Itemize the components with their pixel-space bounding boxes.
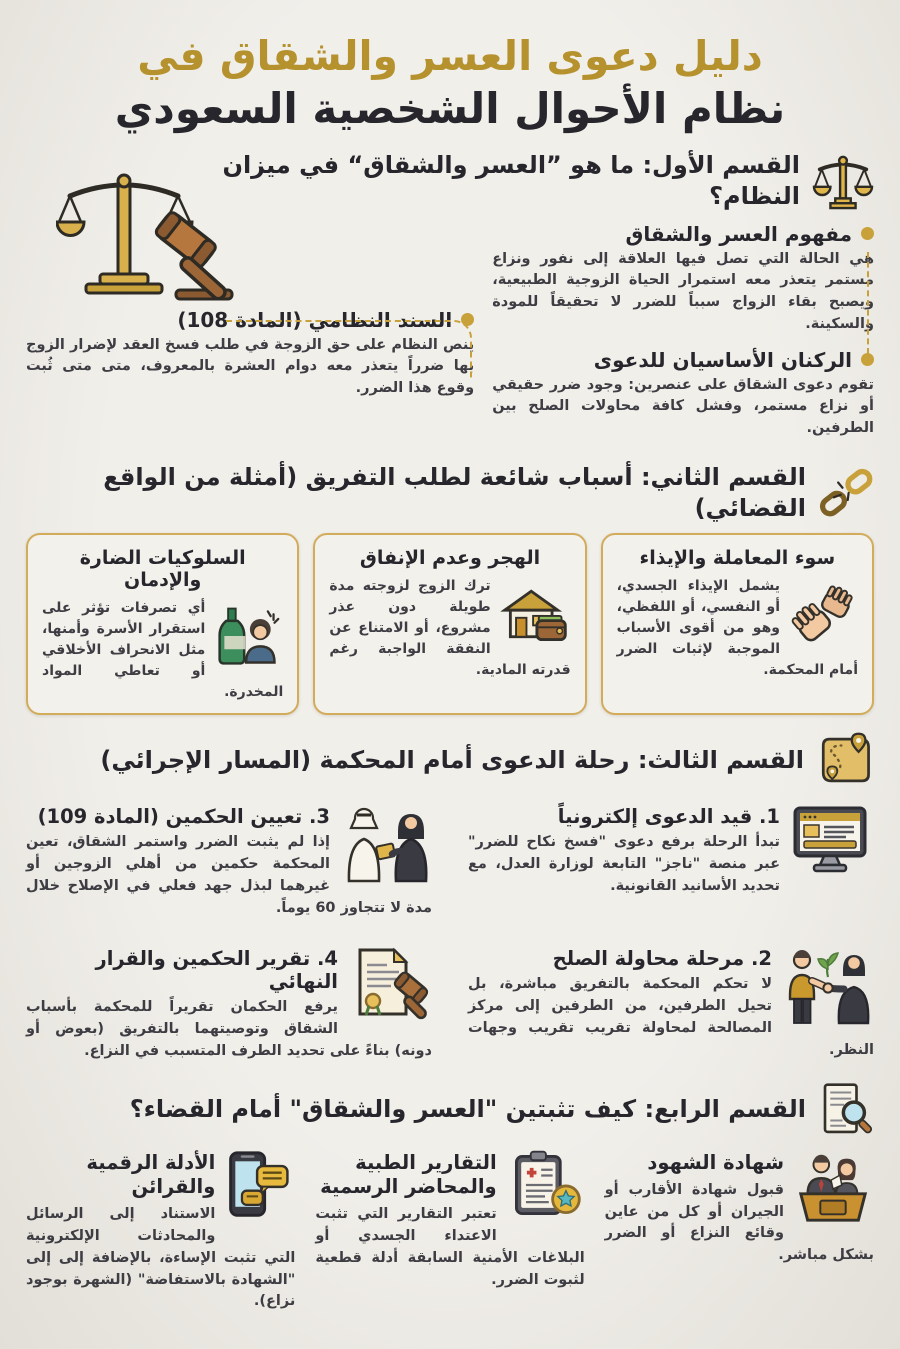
card-title: السلوكيات الضارة والإدمان [79,547,246,592]
cause-cards [26,533,874,715]
item-text: هي الحالة التي تصل فيها العلاقة إلى نفور ونزاع مستمر يتعذر معه استمرار الحياة الزوجية الطبيعية، ويصبح بقاء الزواج سبباً للضرر لا تحقيقاً للمودة والسكينة. [492,250,874,332]
step-title: 4. تقرير الحكمين والقرار النهائي [95,947,338,994]
step-text: تبدأ الرحلة برفع دعوى "فسخ نكاح للضرر" عبر منصة "ناجز" التابعة لوزارة العدل، مع تحديد الأسانيد القانونية. [468,834,780,894]
section-court-journey [26,731,874,1062]
evidence-title: الأدلة الرقمية والقرائن [86,1150,216,1198]
pillars-item [492,348,874,440]
gold-bullet [861,227,874,240]
item-title: السند النظامي (المادة 108) [177,307,453,332]
section2-heading: القسم الثاني: أسباب شائعة لطلب التفريق (أمثلة من الواقع القضائي) [103,462,806,522]
phone-chat-icon [223,1149,295,1225]
evidence-title: التقارير الطبية والمحاضر الرسمية [320,1150,497,1198]
step-final-report [26,945,432,1062]
evidence-witnesses [605,1149,874,1314]
evidence-digital [26,1149,295,1314]
card-abandonment [313,533,586,715]
step-title: 3. تعيين الحكمين (المادة 109) [37,805,330,829]
procedure-steps [26,803,874,1062]
map-route-icon [816,731,874,789]
handshake-icon [782,945,874,1029]
section-definition [26,150,874,452]
section1-right-column [492,220,874,452]
couple-discussion-icon [340,803,432,887]
step-text: لا تحكم المحكمة بالتفريق مباشرة، بل تحيل الطرفين، من الطرفين إلى مركز المصالحة لمحاولة تقريب تقريب وجهات النظر. [468,976,874,1058]
card-text: يشمل الإيذاء الجسدي، أو النفسي، أو اللفظي، وهو من أقوى الأسباب الموجبة لإثبات الضرر أمام المحكمة. [616,578,858,679]
card-title: الهجر وعدم الإنفاق [359,547,541,570]
card-harmful-behaviors [26,533,299,715]
report-gavel-icon [348,945,432,1025]
broken-chain-icon [818,465,874,521]
section4-heading: القسم الرابع: كيف تثبتين "العسر والشقاق" أمام القضاء؟ [129,1095,806,1124]
step-file-case [468,803,874,919]
house-wallet-icon [499,582,571,650]
definition-item [492,222,874,336]
document-magnifier-icon [818,1081,874,1139]
section-proving-evidence [26,1081,874,1314]
section3-heading: القسم الثالث: رحلة الدعوى أمام المحكمة (المسار الإجرائي) [100,745,804,774]
step-reconciliation [468,945,874,1062]
page-title [26,30,874,136]
section1-heading: القسم الأول: ما هو ”العسر والشقاق“ في ميزان النظام؟ [222,151,800,210]
item-title: مفهوم العسر والشقاق [625,221,852,246]
medical-report-badge-icon [505,1149,585,1225]
evidence-columns [26,1149,874,1314]
section4-header [26,1081,874,1139]
computer-monitor-icon [790,803,874,881]
gold-bullet [861,353,874,366]
page-title-line2: نظام الأحوال الشخصية السعودي [114,84,786,134]
dashed-connector-elbow [226,320,472,378]
evidence-text: تعتبر التقارير التي تثبت الاعتداء الجسدي أو البلاغات الأمنية السابقة أدلة قطعية لثبوت الضرر. [315,1206,585,1288]
item-title: الركنان الأساسيان للدعوى [593,347,852,372]
card-text: ترك الزوج لزوجته مدة طويلة دون عذر مشروع، أو الامتناع عن النفقة الواجبة رغم قدرته المادية. [329,578,571,679]
card-title: سوء المعاملة والإيذاء [639,547,836,570]
item-text: تقوم دعوى الشقاق على عنصرين: وجود ضرر حقيقي أو نزاع مستمر، وفشل كافة محاولات الصلح بين الطرفين. [492,376,874,437]
evidence-medical-reports [315,1149,584,1314]
step-appoint-arbitrators [26,803,432,919]
evidence-title: شهادة الشهود [647,1150,784,1174]
witnesses-icon [792,1149,874,1227]
scales-icon [812,152,874,210]
step-title: 1. قيد الدعوى إلكترونياً [557,805,780,829]
slapping-hands-icon [788,582,858,652]
step-text: إذا لم يثبت الضرر واستمر الشقاق، تعين المحكمة حكمين من أهلي الزوجين أو غيرهما لبذل جهد فعلي في الإصلاح خلال مدة لا تتجاوز 60 يوماً. [26,834,432,916]
evidence-text: قبول شهادة الأقارب أو الجيران أو كل من عاين وقائع النزاع أو الضرر بشكل مباشر. [604,1181,874,1264]
step-title: 2. مرحلة محاولة الصلح [552,947,772,971]
section2-header [26,462,874,523]
bottle-person-icon [213,604,283,672]
evidence-text: الاستناد إلى الرسائل والمحادثات الإلكترونية التي تثبت الإساءة، بالإضافة إلى إلى "الشهادة بالاستفاضة" (الشهرة بوجود نزاع). [26,1206,296,1310]
card-text: أي تصرفات تؤثر على استقرار الأسرة وأمنها، مثل الانحراف الأخلاقي أو تعاطي المواد المخدرة. [42,600,284,701]
section3-header [26,731,874,789]
page-title-line1: دليل دعوى العسر والشقاق في [137,32,763,80]
section1-columns [26,220,874,452]
item-text: ينص النظام على حق الزوجة في طلب فسخ العقد لإضرار الزوج بها ضرراً يتعذر معه دوام العشرة بالمعروف، متى متى ثُبت وقوع هذا الضرر. [26,336,475,397]
card-abuse [601,533,874,715]
section-common-causes [26,462,874,715]
step-text: يرفع الحكمان تقريراً للمحكمة بأسباب الشقاق وتوصيتهما بالتفريق (بعوض أو دونه) بناءً على تحديد الطرف المتسبب في النزاع. [26,999,432,1059]
dashed-connector-vertical [867,252,869,354]
